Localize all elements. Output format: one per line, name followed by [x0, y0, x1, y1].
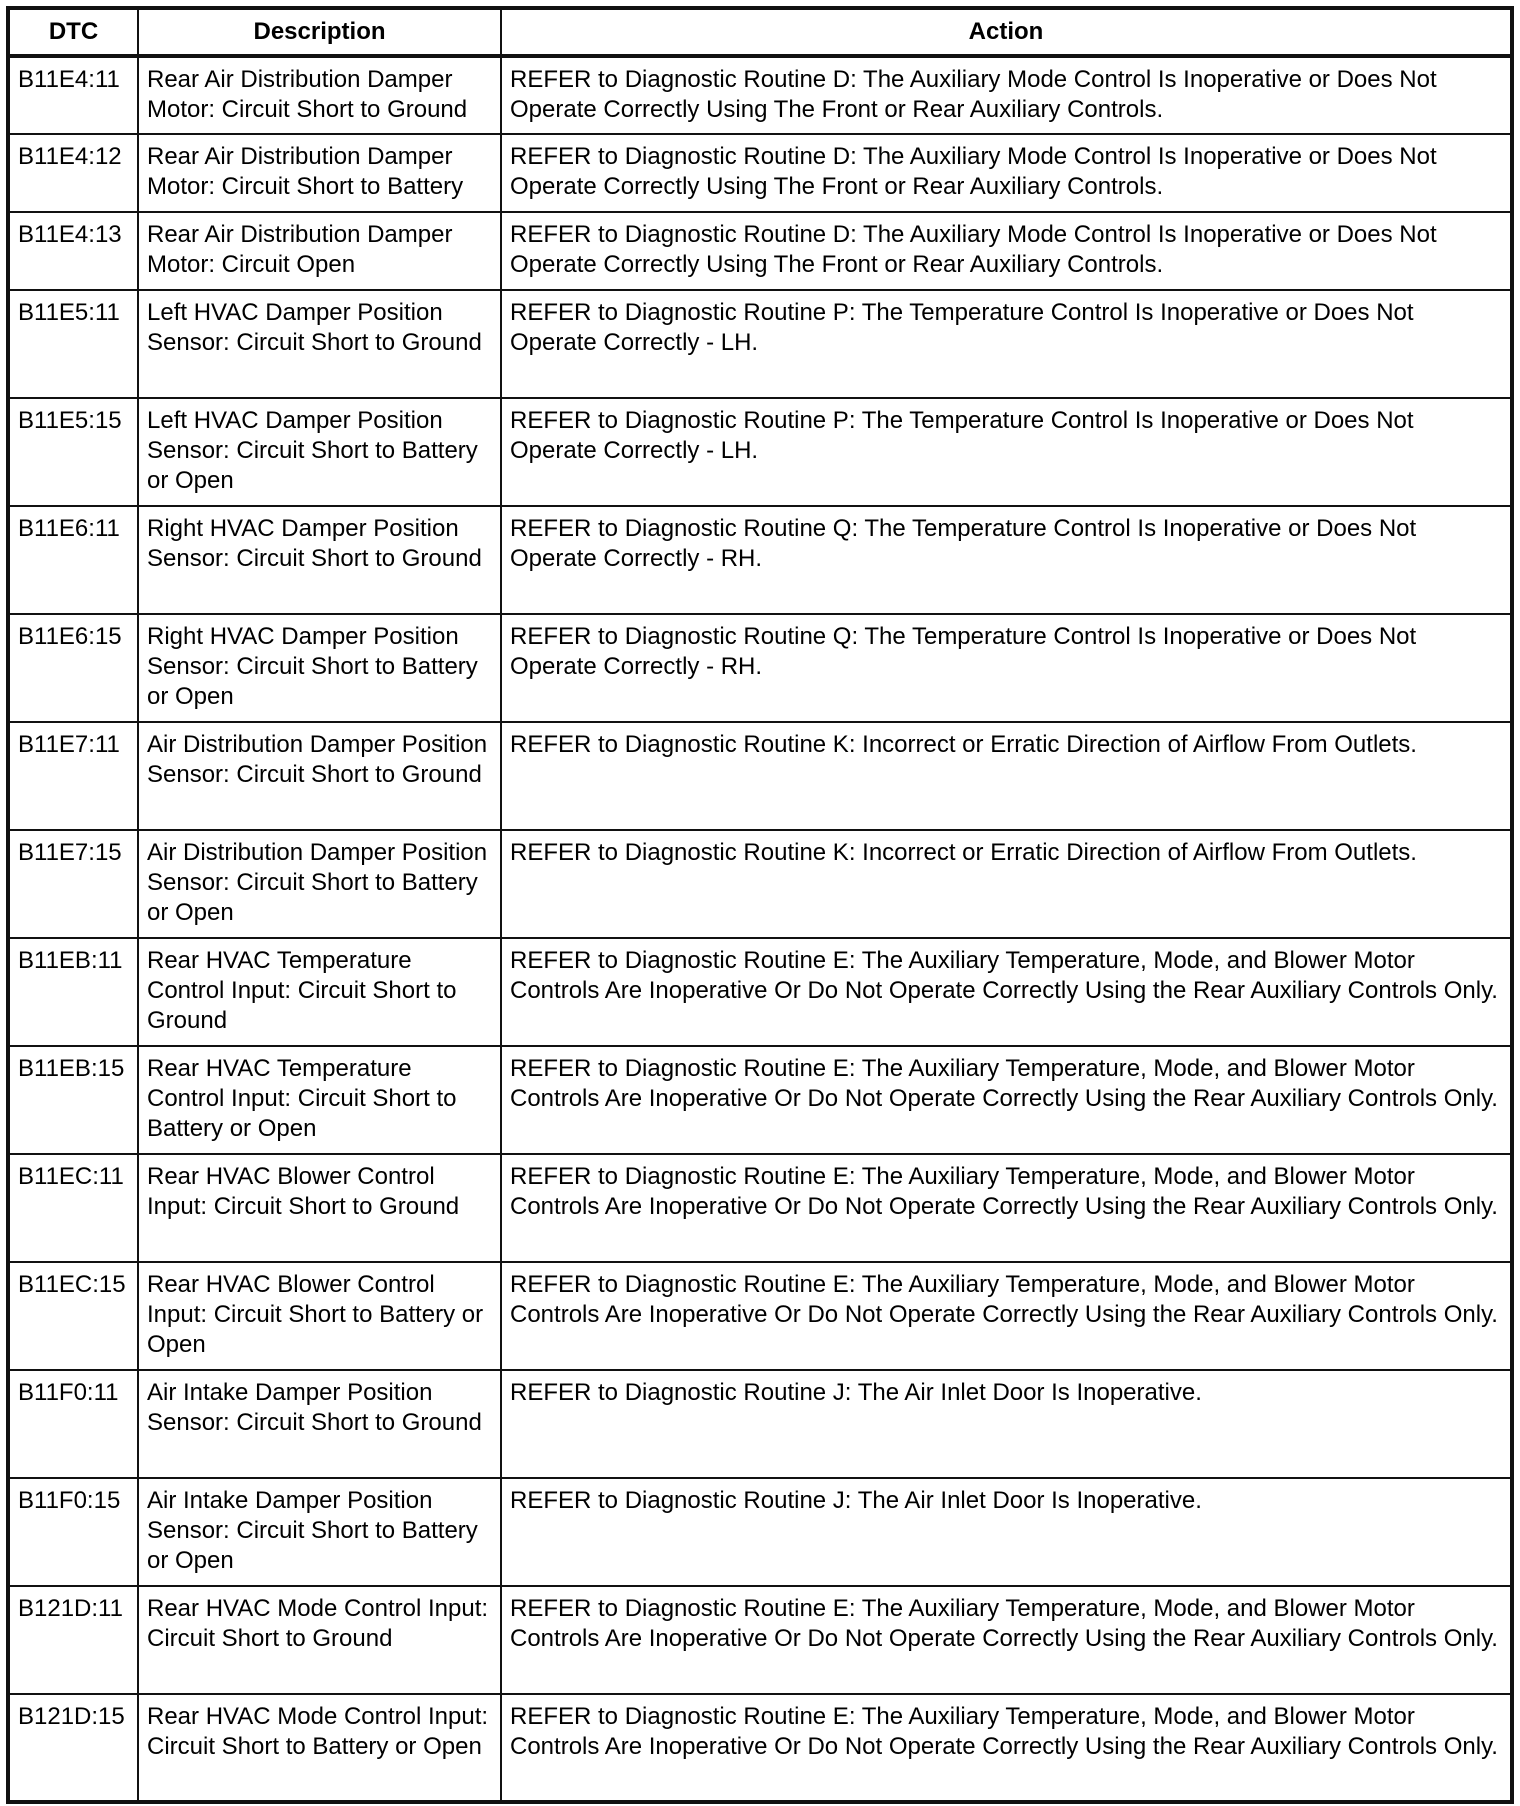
- header-action: Action: [501, 8, 1512, 56]
- action-cell: REFER to Diagnostic Routine Q: The Temperature Control Is Inoperative or Does Not Operate Correctly - RH.: [501, 614, 1512, 722]
- header-description: Description: [138, 8, 501, 56]
- action-cell: REFER to Diagnostic Routine Q: The Temperature Control Is Inoperative or Does Not Operate Correctly - RH.: [501, 506, 1512, 614]
- table-row: [8, 1694, 1512, 1802]
- action-cell: REFER to Diagnostic Routine J: The Air Inlet Door Is Inoperative.: [501, 1370, 1512, 1478]
- dtc-cell: B11E4:13: [8, 212, 138, 290]
- dtc-cell: B11E4:12: [8, 134, 138, 212]
- action-cell: REFER to Diagnostic Routine E: The Auxiliary Temperature, Mode, and Blower Motor Controls Are Inoperative Or Do Not Operate Correctly Using the Rear Auxiliary Controls Only.: [501, 1262, 1512, 1370]
- dtc-table: [6, 6, 1514, 1804]
- description-cell: Rear Air Distribution Damper Motor: Circuit Short to Ground: [138, 56, 501, 134]
- table-row: [8, 1478, 1512, 1586]
- table-header-row: [8, 8, 1512, 56]
- table-row: [8, 938, 1512, 1046]
- table-row: [8, 1154, 1512, 1262]
- action-cell: REFER to Diagnostic Routine K: Incorrect or Erratic Direction of Airflow From Outlets.: [501, 830, 1512, 938]
- action-cell: REFER to Diagnostic Routine P: The Temperature Control Is Inoperative or Does Not Operate Correctly - LH.: [501, 398, 1512, 506]
- dtc-cell: B11E5:15: [8, 398, 138, 506]
- header-dtc: DTC: [8, 8, 138, 56]
- dtc-cell: B11EB:15: [8, 1046, 138, 1154]
- action-cell: REFER to Diagnostic Routine E: The Auxiliary Temperature, Mode, and Blower Motor Controls Are Inoperative Or Do Not Operate Correctly Using the Rear Auxiliary Controls Only.: [501, 1154, 1512, 1262]
- dtc-cell: B11E4:11: [8, 56, 138, 134]
- table-row: [8, 398, 1512, 506]
- description-cell: Air Intake Damper Position Sensor: Circuit Short to Battery or Open: [138, 1478, 501, 1586]
- table-row: [8, 1262, 1512, 1370]
- dtc-cell: B11E7:15: [8, 830, 138, 938]
- action-cell: REFER to Diagnostic Routine D: The Auxiliary Mode Control Is Inoperative or Does Not Operate Correctly Using The Front or Rear Auxiliary Controls.: [501, 134, 1512, 212]
- dtc-cell: B11E7:11: [8, 722, 138, 830]
- table-row: [8, 56, 1512, 134]
- table-row: [8, 614, 1512, 722]
- description-cell: Rear Air Distribution Damper Motor: Circuit Open: [138, 212, 501, 290]
- dtc-cell: B11E6:15: [8, 614, 138, 722]
- table-row: [8, 290, 1512, 398]
- dtc-cell: B11EC:11: [8, 1154, 138, 1262]
- action-cell: REFER to Diagnostic Routine D: The Auxiliary Mode Control Is Inoperative or Does Not Operate Correctly Using The Front or Rear Auxiliary Controls.: [501, 212, 1512, 290]
- dtc-table-container: [6, 6, 1510, 1804]
- description-cell: Rear HVAC Blower Control Input: Circuit Short to Battery or Open: [138, 1262, 501, 1370]
- dtc-cell: B121D:11: [8, 1586, 138, 1694]
- description-cell: Rear HVAC Blower Control Input: Circuit Short to Ground: [138, 1154, 501, 1262]
- action-cell: REFER to Diagnostic Routine J: The Air Inlet Door Is Inoperative.: [501, 1478, 1512, 1586]
- description-cell: Rear Air Distribution Damper Motor: Circuit Short to Battery: [138, 134, 501, 212]
- table-row: [8, 212, 1512, 290]
- table-row: [8, 830, 1512, 938]
- dtc-cell: B11E6:11: [8, 506, 138, 614]
- description-cell: Right HVAC Damper Position Sensor: Circuit Short to Battery or Open: [138, 614, 501, 722]
- dtc-cell: B121D:15: [8, 1694, 138, 1802]
- description-cell: Air Distribution Damper Position Sensor: Circuit Short to Battery or Open: [138, 830, 501, 938]
- description-cell: Air Distribution Damper Position Sensor: Circuit Short to Ground: [138, 722, 501, 830]
- table-row: [8, 134, 1512, 212]
- table-row: [8, 1586, 1512, 1694]
- table-row: [8, 1370, 1512, 1478]
- action-cell: REFER to Diagnostic Routine E: The Auxiliary Temperature, Mode, and Blower Motor Controls Are Inoperative Or Do Not Operate Correctly Using the Rear Auxiliary Controls Only.: [501, 1046, 1512, 1154]
- description-cell: Air Intake Damper Position Sensor: Circuit Short to Ground: [138, 1370, 501, 1478]
- description-cell: Rear HVAC Mode Control Input: Circuit Short to Ground: [138, 1586, 501, 1694]
- action-cell: REFER to Diagnostic Routine D: The Auxiliary Mode Control Is Inoperative or Does Not Operate Correctly Using The Front or Rear Auxiliary Controls.: [501, 56, 1512, 134]
- action-cell: REFER to Diagnostic Routine E: The Auxiliary Temperature, Mode, and Blower Motor Controls Are Inoperative Or Do Not Operate Correctly Using the Rear Auxiliary Controls Only.: [501, 938, 1512, 1046]
- table-row: [8, 1046, 1512, 1154]
- dtc-cell: B11EB:11: [8, 938, 138, 1046]
- table-row: [8, 506, 1512, 614]
- description-cell: Left HVAC Damper Position Sensor: Circuit Short to Ground: [138, 290, 501, 398]
- description-cell: Rear HVAC Mode Control Input: Circuit Short to Battery or Open: [138, 1694, 501, 1802]
- action-cell: REFER to Diagnostic Routine K: Incorrect or Erratic Direction of Airflow From Outlets.: [501, 722, 1512, 830]
- action-cell: REFER to Diagnostic Routine E: The Auxiliary Temperature, Mode, and Blower Motor Controls Are Inoperative Or Do Not Operate Correctly Using the Rear Auxiliary Controls Only.: [501, 1586, 1512, 1694]
- description-cell: Left HVAC Damper Position Sensor: Circuit Short to Battery or Open: [138, 398, 501, 506]
- table-row: [8, 722, 1512, 830]
- dtc-cell: B11F0:11: [8, 1370, 138, 1478]
- description-cell: Right HVAC Damper Position Sensor: Circuit Short to Ground: [138, 506, 501, 614]
- dtc-cell: B11F0:15: [8, 1478, 138, 1586]
- description-cell: Rear HVAC Temperature Control Input: Circuit Short to Ground: [138, 938, 501, 1046]
- dtc-cell: B11E5:11: [8, 290, 138, 398]
- description-cell: Rear HVAC Temperature Control Input: Circuit Short to Battery or Open: [138, 1046, 501, 1154]
- action-cell: REFER to Diagnostic Routine E: The Auxiliary Temperature, Mode, and Blower Motor Controls Are Inoperative Or Do Not Operate Correctly Using the Rear Auxiliary Controls Only.: [501, 1694, 1512, 1802]
- action-cell: REFER to Diagnostic Routine P: The Temperature Control Is Inoperative or Does Not Operate Correctly - LH.: [501, 290, 1512, 398]
- dtc-cell: B11EC:15: [8, 1262, 138, 1370]
